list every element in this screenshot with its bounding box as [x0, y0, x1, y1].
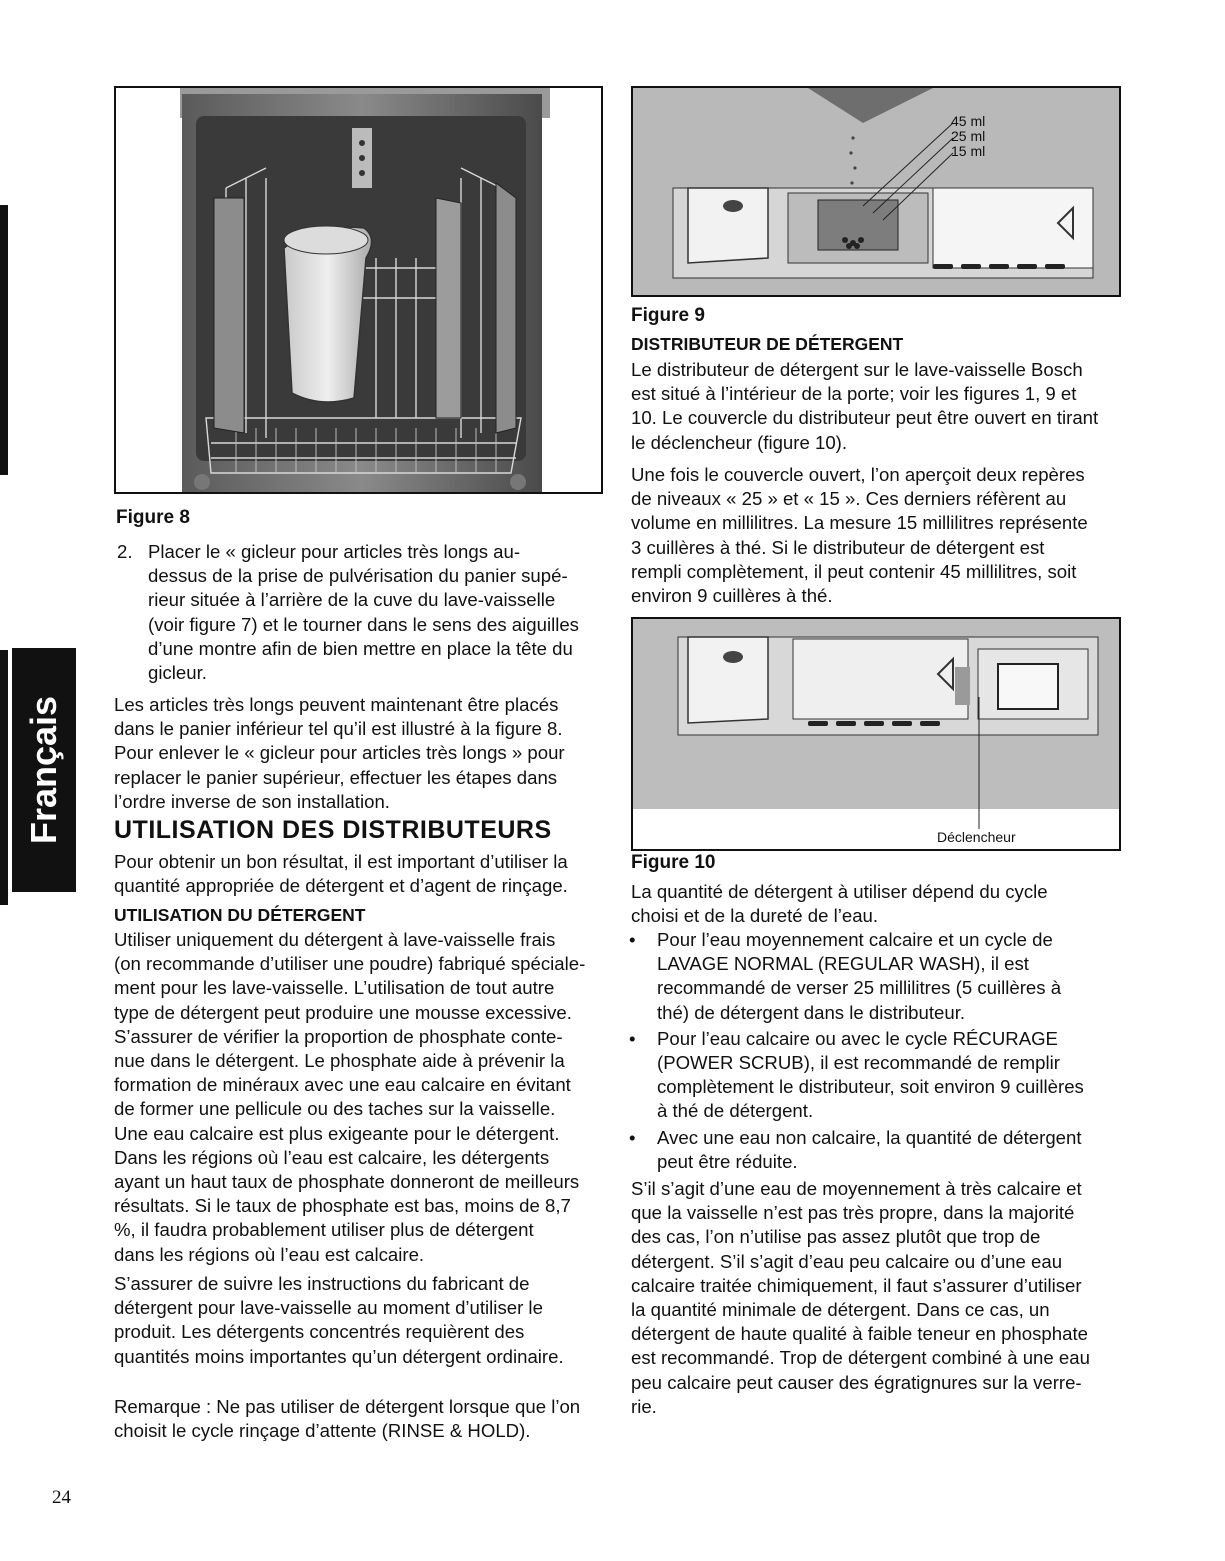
- step-2: [114, 540, 604, 685]
- text-line: l’ordre inverse de son installation.: [114, 790, 390, 812]
- text-line: Remarque : Ne pas utiliser de détergent lorsque que l’on: [114, 1396, 581, 1417]
- text-line: replacer le panier supérieur, effectuer les étapes dans: [114, 766, 558, 788]
- text-line: le déclencheur (figure 10).: [631, 431, 848, 453]
- text-line: Utiliser uniquement du détergent à lave-vaisselle frais: [114, 929, 556, 950]
- text-line: à thé de détergent.: [657, 1100, 814, 1122]
- text-line: nue dans le détergent. Le phosphate aide à prévenir la: [114, 1050, 565, 1072]
- section-intro: [114, 850, 604, 898]
- text-line: de niveaux « 25 » et « 15 ». Ces derniers réfèrent au: [631, 488, 1067, 510]
- text-line: détergent pour lave-vaisselle au moment d’utiliser le: [114, 1297, 543, 1319]
- step-line: gicleur.: [148, 662, 207, 684]
- text-line: • Pour l’eau moyennement calcaire et un cycle de: [657, 929, 1053, 950]
- text-line: que la vaisselle n’est pas très propre, dans la majorité: [631, 1202, 1075, 1224]
- section-title: UTILISATION DES DISTRIBUTEURS: [114, 816, 552, 844]
- text-line: • Pour l’eau calcaire ou avec le cycle RÉCURAGE: [657, 1027, 1058, 1049]
- language-tab-label: Français: [23, 695, 64, 845]
- binding-edge-bar: [0, 205, 8, 475]
- dispenser-title: DISTRIBUTEUR DE DÉTERGENT: [631, 334, 904, 354]
- paragraph-instructions: [114, 1272, 609, 1369]
- text-line: Pour obtenir un bon résultat, il est important d’utiliser la: [114, 851, 568, 872]
- text-line: résultats. Si le taux de phosphate est bas, moins de 8,7: [114, 1195, 571, 1217]
- text-line: ment pour les lave-vaisselle. L’utilisation de tout autre: [114, 977, 555, 999]
- text-line: formation de minéraux avec une eau calcaire en évitant: [114, 1074, 571, 1096]
- figure-9-illustration: [631, 86, 1121, 297]
- detergent-dispenser-filling-illustration: [633, 88, 1119, 295]
- paragraph-quantity: [631, 880, 1131, 928]
- dishwasher-rack-illustration: [116, 88, 601, 492]
- text-line: détergent de haute qualité à faible teneur en phosphate: [631, 1323, 1088, 1345]
- text-line: peut être réduite.: [657, 1150, 798, 1172]
- text-line: est situé à l’intérieur de la porte; voir les figures 1, 9 et: [631, 383, 1077, 405]
- paragraph-levels: [631, 463, 1131, 608]
- figure-9-label: Figure 9: [631, 305, 705, 326]
- text-line: la quantité minimale de détergent. Dans ce cas, un: [631, 1299, 1050, 1321]
- text-line: environ 9 cuillères à thé.: [631, 585, 833, 607]
- figure-10-label: Figure 10: [631, 852, 716, 873]
- text-line: S’assurer de vérifier la proportion de phosphate conte-: [114, 1025, 563, 1047]
- text-line: %, il faudra probablement utiliser plus de détergent: [114, 1219, 534, 1241]
- text-line: Le distributeur de détergent sur le lave-vaisselle Bosch: [631, 359, 1083, 380]
- paragraph-detergent: [114, 928, 609, 1267]
- text-line: dans le panier inférieur tel qu’il est illustré à la figure 8.: [114, 718, 563, 740]
- text-line: complètement le distributeur, soit environ 9 cuillères: [657, 1076, 1084, 1098]
- text-line: 3 cuillères à thé. Si le distributeur de détergent est: [631, 536, 1045, 558]
- step-line: rieur située à l’arrière de la cuve du lave-vaisselle: [148, 589, 556, 611]
- text-line: (POWER SCRUB), il est recommandé de remplir: [657, 1052, 1060, 1074]
- step-number: 2.: [117, 541, 133, 562]
- text-line: choisi et de la dureté de l’eau.: [631, 905, 879, 927]
- text-line: Les articles très longs peuvent maintenant être placés: [114, 694, 559, 715]
- level-label-45: 45 ml: [951, 113, 986, 129]
- text-line: quantité appropriée de détergent et d’agent de rinçage.: [114, 875, 568, 897]
- text-line: rie.: [631, 1395, 657, 1417]
- list-item: [114, 540, 604, 685]
- text-line: rempli complètement, il peut contenir 45 millilitres, soit: [631, 560, 1077, 582]
- text-line: volume en millilitres. La mesure 15 millilitres représente: [631, 512, 1088, 534]
- trigger-callout: Déclencheur: [937, 829, 1016, 845]
- text-line: peu calcaire peut causer des égratignures sur la verre-: [631, 1371, 1082, 1393]
- text-line: S’assurer de suivre les instructions du fabricant de: [114, 1273, 530, 1294]
- text-line: type de détergent peut produire une mousse excessive.: [114, 1001, 572, 1023]
- page-number: 24: [52, 1487, 71, 1508]
- text-line: quantités moins importantes qu’un détergent ordinaire.: [114, 1345, 564, 1367]
- list-item: [627, 1126, 1132, 1174]
- text-line: Une eau calcaire est plus exigeante pour le détergent.: [114, 1122, 560, 1144]
- paragraph-dispenser: [631, 358, 1131, 455]
- text-line: (on recommande d’utiliser une poudre) fabriqué spéciale-: [114, 953, 586, 975]
- subsection-title: UTILISATION DU DÉTERGENT: [114, 905, 366, 925]
- text-line: détergent. S’il s’agit d’eau peu calcaire ou d’une eau: [631, 1250, 1063, 1272]
- list-item: [627, 1027, 1132, 1124]
- text-line: des cas, l’on n’utilise pas assez plutôt que trop de: [631, 1226, 1041, 1248]
- text-line: Pour enlever le « gicleur pour articles très longs » pour: [114, 742, 565, 764]
- text-line: de former une pellicule ou des taches sur la vaisselle.: [114, 1098, 556, 1120]
- dispenser-closed-illustration: [633, 619, 1119, 849]
- text-line: recommandé de verser 25 millilitres (5 cuillères à: [657, 977, 1062, 999]
- step-line: (voir figure 7) et le tourner dans le sens des aiguilles: [148, 613, 579, 635]
- level-label-25: 25 ml: [951, 128, 986, 144]
- binding-edge-bar: [0, 650, 8, 905]
- text-line: LAVAGE NORMAL (REGULAR WASH), il est: [657, 953, 1029, 975]
- figure-8-label: Figure 8: [116, 507, 190, 528]
- text-line: La quantité de détergent à utiliser dépend du cycle: [631, 881, 1048, 902]
- list-item: [627, 928, 1132, 1025]
- step-line: d’une montre afin de bien mettre en place la tête du: [148, 637, 573, 659]
- text-line: • Avec une eau non calcaire, la quantité de détergent: [657, 1126, 1082, 1148]
- text-line: Dans les régions où l’eau est calcaire, les détergents: [114, 1146, 550, 1168]
- text-line: 10. Le couvercle du distributeur peut être ouvert en tirant: [631, 407, 1099, 429]
- language-tab: [12, 648, 76, 892]
- figure-8-illustration: [114, 86, 603, 494]
- text-line: S’il s’agit d’une eau de moyennement à très calcaire et: [631, 1178, 1082, 1199]
- text-line: dans les régions où l’eau est calcaire.: [114, 1243, 425, 1265]
- figure-10-illustration: [631, 617, 1121, 851]
- text-line: choisit le cycle rinçage d’attente (RINSE & HOLD).: [114, 1420, 531, 1442]
- paragraph-final: [631, 1177, 1131, 1419]
- text-line: thé) de détergent dans le distributeur.: [657, 1001, 966, 1023]
- level-label-15: 15 ml: [951, 143, 986, 159]
- text-line: Une fois le couvercle ouvert, l’on aperçoit deux repères: [631, 464, 1085, 485]
- step-line: dessus de la prise de pulvérisation du panier supé-: [148, 565, 568, 587]
- paragraph-long-items: [114, 693, 604, 814]
- remark: [114, 1395, 609, 1443]
- step-line: Placer le « gicleur pour articles très longs au-: [148, 541, 521, 562]
- text-line: est recommandé. Trop de détergent combiné à une eau: [631, 1347, 1090, 1369]
- text-line: ayant un haut taux de phosphate donneront de meilleurs: [114, 1171, 580, 1193]
- bullet-list: [627, 928, 1132, 1174]
- text-line: produit. Les détergents concentrés requièrent des: [114, 1321, 525, 1343]
- text-line: calcaire traitée chimiquement, il faut s’assurer d’utiliser: [631, 1274, 1082, 1296]
